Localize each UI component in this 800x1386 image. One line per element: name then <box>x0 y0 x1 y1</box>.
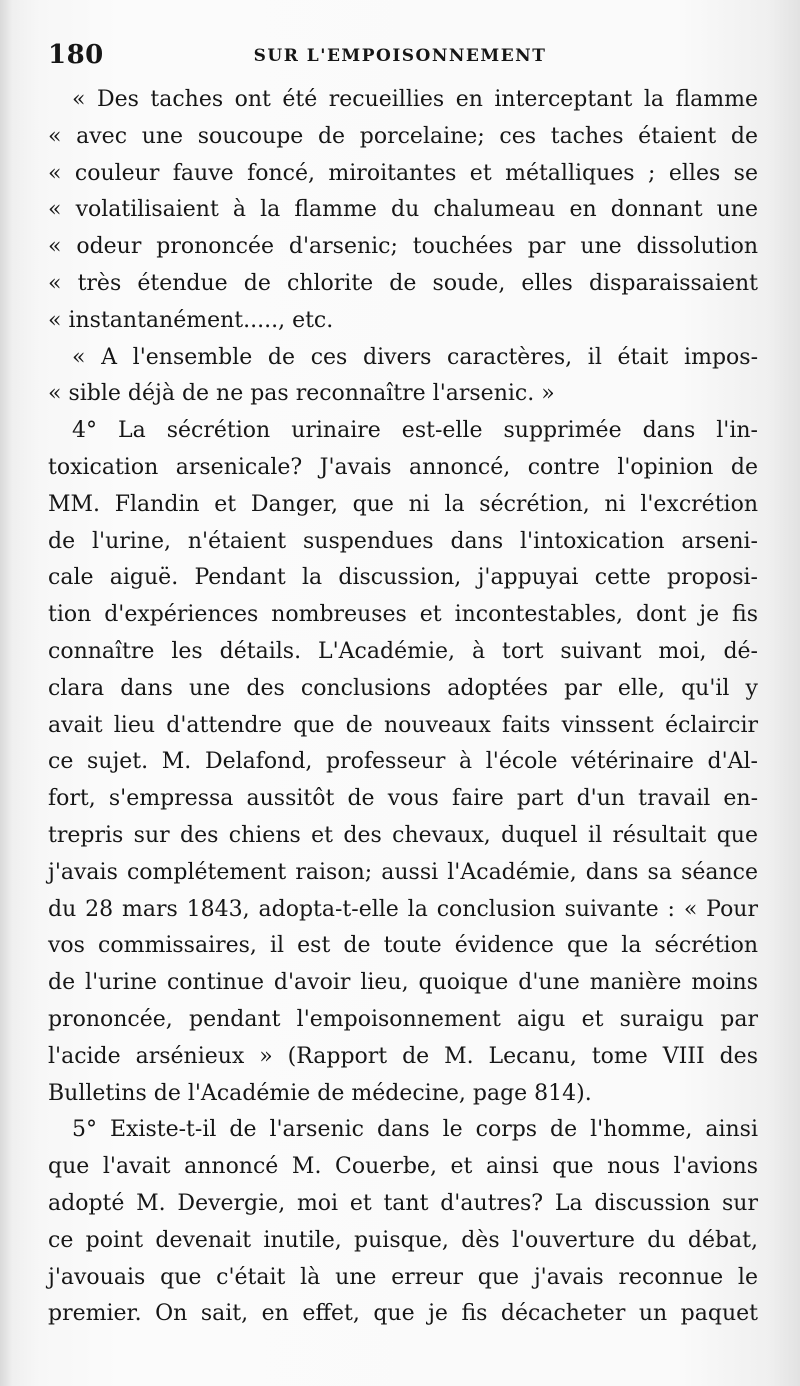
text-line: « Des taches ont été recueillies en interceptant la flamme <box>72 87 758 112</box>
text-line: tion d'expériences nombreuses et incontestables, dont je fis <box>48 602 758 628</box>
text-line: connaître les détails. L'Académie, à tort suivant moi, dé- <box>48 638 758 664</box>
text-line: 4° La sécrétion urinaire est-elle supprimée dans l'in- <box>72 418 758 444</box>
text-line: prononcée, pendant l'empoisonnement aigu et suraigu par <box>48 1006 758 1032</box>
text-line: MM. Flandin et Danger, que ni la sécrétion, ni l'excrétion <box>48 491 758 517</box>
text-line: de l'urine, n'étaient suspendues dans l'intoxication arseni- <box>48 528 758 554</box>
page-header <box>48 36 752 76</box>
text-line: ce point devenait inutile, puisque, dès l'ouverture du débat, <box>48 1227 758 1253</box>
text-line: « volatilisaient à la flamme du chalumeau en donnant une <box>48 197 758 223</box>
running-title: SUR L'EMPOISONNEMENT <box>253 46 547 66</box>
text-line: vos commissaires, il est de toute évidence que la sécrétion <box>48 933 758 959</box>
text-line: « odeur prononcée d'arsenic; touchées par une dissolution <box>48 234 758 260</box>
text-line: « très étendue de chlorite de soude, elles disparaissaient <box>48 270 758 296</box>
text-line: l'acide arsénieux » (Rapport de M. Lecanu, tome VIII des <box>48 1043 758 1069</box>
text-line: « couleur fauve foncé, miroitantes et métalliques ; elles se <box>48 160 758 186</box>
text-line: ce sujet. M. Delafond, professeur à l'école vétérinaire d'Al- <box>48 749 758 775</box>
text-line: fort, s'empressa aussitôt de vous faire part d'un travail en- <box>48 786 758 812</box>
text-line: premier. On sait, en effet, que je fis décacheter un paquet <box>48 1301 758 1327</box>
text-line: avait lieu d'attendre que de nouveaux faits vinssent éclaircir <box>48 712 758 738</box>
text-line: j'avais complétement raison; aussi l'Académie, dans sa séance <box>48 859 758 885</box>
text-line: « sible déjà de ne pas reconnaître l'arsenic. » <box>48 381 555 407</box>
text-line: du 28 mars 1843, adopta-t-elle la conclusion suivante : « Pour <box>48 896 758 922</box>
text-line: adopté M. Devergie, moi et tant d'autres? La discussion sur <box>48 1190 758 1216</box>
text-line: toxication arsenicale? J'avais annoncé, contre l'opinion de <box>48 454 758 480</box>
text-line: clara dans une des conclusions adoptées par elle, qu'il y <box>48 675 758 701</box>
text-line: trepris sur des chiens et des chevaux, duquel il résultait que <box>48 822 758 848</box>
text-line: « A l'ensemble de ces divers caractères, il était impos- <box>72 344 758 370</box>
page-shadow <box>0 0 12 1386</box>
body-text <box>48 82 758 1333</box>
page-number: 180 <box>48 40 104 70</box>
text-line: « instantanément....., etc. <box>48 307 334 333</box>
text-line: j'avouais que c'était là une erreur que j'avais reconnue le <box>48 1264 758 1290</box>
text-line: « avec une soucoupe de porcelaine; ces taches étaient de <box>48 123 758 149</box>
text-line: Bulletins de l'Académie de médecine, page 814). <box>48 1080 592 1106</box>
text-line: cale aiguë. Pendant la discussion, j'appuyai cette proposi- <box>48 565 758 591</box>
text-line: que l'avait annoncé M. Couerbe, et ainsi que nous l'avions <box>48 1154 758 1180</box>
text-line: 5° Existe-t-il de l'arsenic dans le corps de l'homme, ainsi <box>72 1117 758 1143</box>
text-line: de l'urine continue d'avoir lieu, quoique d'une manière moins <box>48 970 758 996</box>
